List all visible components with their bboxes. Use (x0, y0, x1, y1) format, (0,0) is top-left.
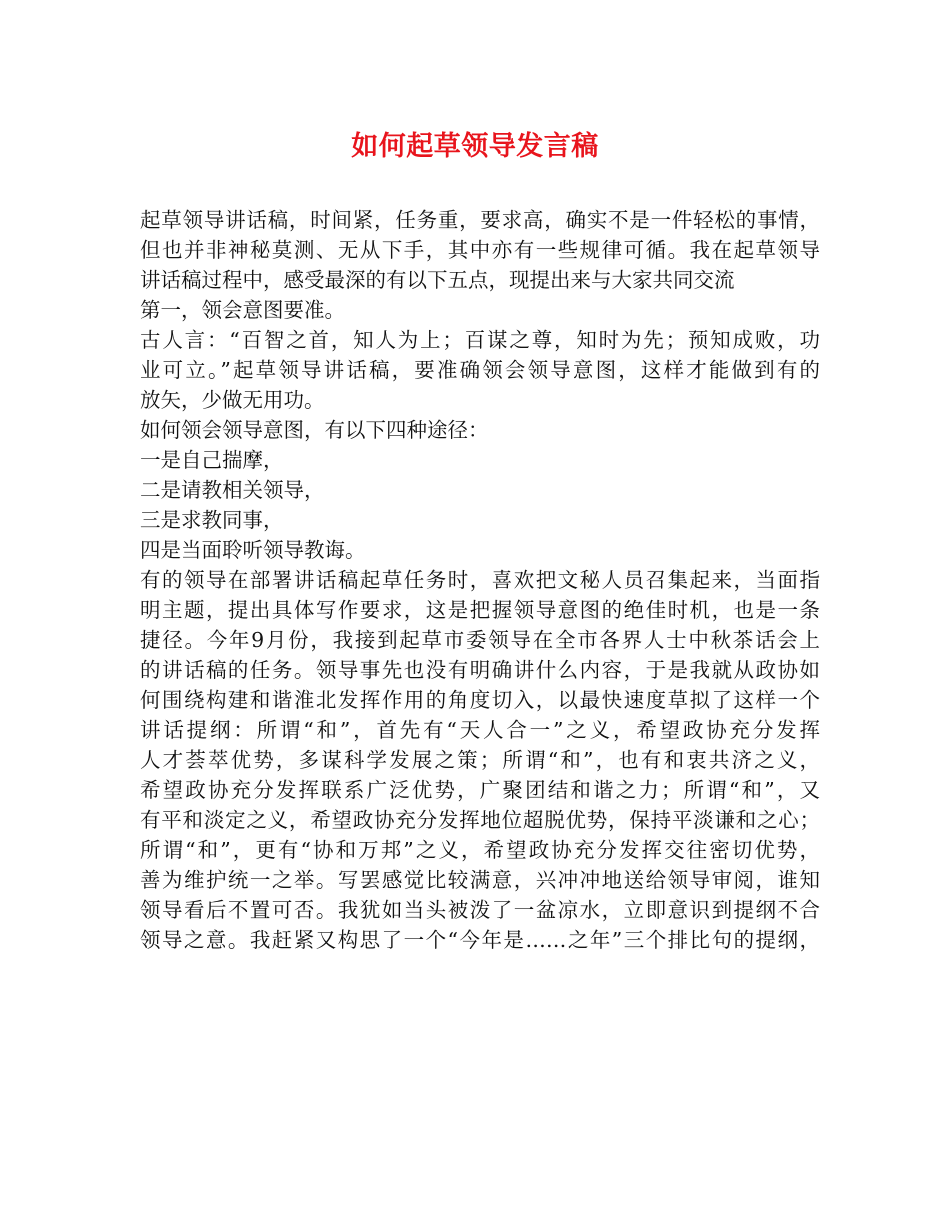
body-text-line: 讲话提纲：所谓“和”，首先有“天人合一”之义，希望政协充分发挥 (140, 718, 820, 742)
body-text-line: 一是自己揣摩， (140, 448, 284, 472)
body-text-line: 人才荟萃优势，多谋科学发展之策；所谓“和”，也有和衷共济之义， (140, 748, 820, 772)
body-text-line: 领导看后不置可否。我犹如当头被泼了一盆凉水，立即意识到提纲不合 (140, 898, 820, 922)
body-text-line: 有平和淡定之义，希望政协充分发挥地位超脱优势，保持平淡谦和之心； (140, 808, 820, 832)
body-text-line: 但也并非神秘莫测、无从下手，其中亦有一些规律可循。我在起草领导 (140, 238, 820, 262)
body-text-line: 明主题，提出具体写作要求，这是把握领导意图的绝佳时机，也是一条 (140, 598, 820, 622)
document-body (140, 205, 820, 955)
body-text-line: 第一，领会意图要准。 (140, 298, 345, 322)
body-text-line: 业可立。”起草领导讲话稿，要准确领会领导意图，这样才能做到有的 (140, 358, 820, 382)
body-text-line: 二是请教相关领导， (140, 478, 325, 502)
body-text-line: 领导之意。我赶紧又构思了一个“今年是……之年”三个排比句的提纲， (140, 928, 820, 952)
body-text-line: 何围绕构建和谐淮北发挥作用的角度切入，以最快速度草拟了这样一个 (140, 688, 820, 712)
body-text-line: 希望政协充分发挥联系广泛优势，广聚团结和谐之力；所谓“和”，又 (140, 778, 820, 802)
body-text-line: 三是求教同事， (140, 508, 284, 532)
body-text-line: 如何领会领导意图，有以下四种途径： (140, 418, 489, 442)
body-text-line: 的讲话稿的任务。领导事先也没有明确讲什么内容，于是我就从政协如 (140, 658, 820, 682)
body-text-line: 善为维护统一之举。写罢感觉比较满意，兴冲冲地送给领导审阅，谁知 (140, 868, 820, 892)
document-title: 如何起草领导发言稿 (351, 131, 599, 162)
body-text-line: 有的领导在部署讲话稿起草任务时，喜欢把文秘人员召集起来，当面指 (140, 568, 820, 592)
body-text-line: 放矢，少做无用功。 (140, 388, 325, 412)
body-text-line: 四是当面聆听领导教诲。 (140, 538, 366, 562)
body-text-line: 古人言：“百智之首，知人为上；百谋之尊，知时为先；预知成败，功 (140, 328, 820, 352)
body-text-line: 讲话稿过程中，感受最深的有以下五点，现提出来与大家共同交流 (140, 268, 735, 292)
body-text-line: 所谓“和”，更有“协和万邦”之义，希望政协充分发挥交往密切优势， (140, 838, 820, 862)
body-text-line: 起草领导讲话稿，时间紧，任务重，要求高，确实不是一件轻松的事情， (140, 208, 820, 232)
body-text-line: 捷径。今年9月份，我接到起草市委领导在全市各界人士中秋茶话会上 (140, 628, 820, 652)
